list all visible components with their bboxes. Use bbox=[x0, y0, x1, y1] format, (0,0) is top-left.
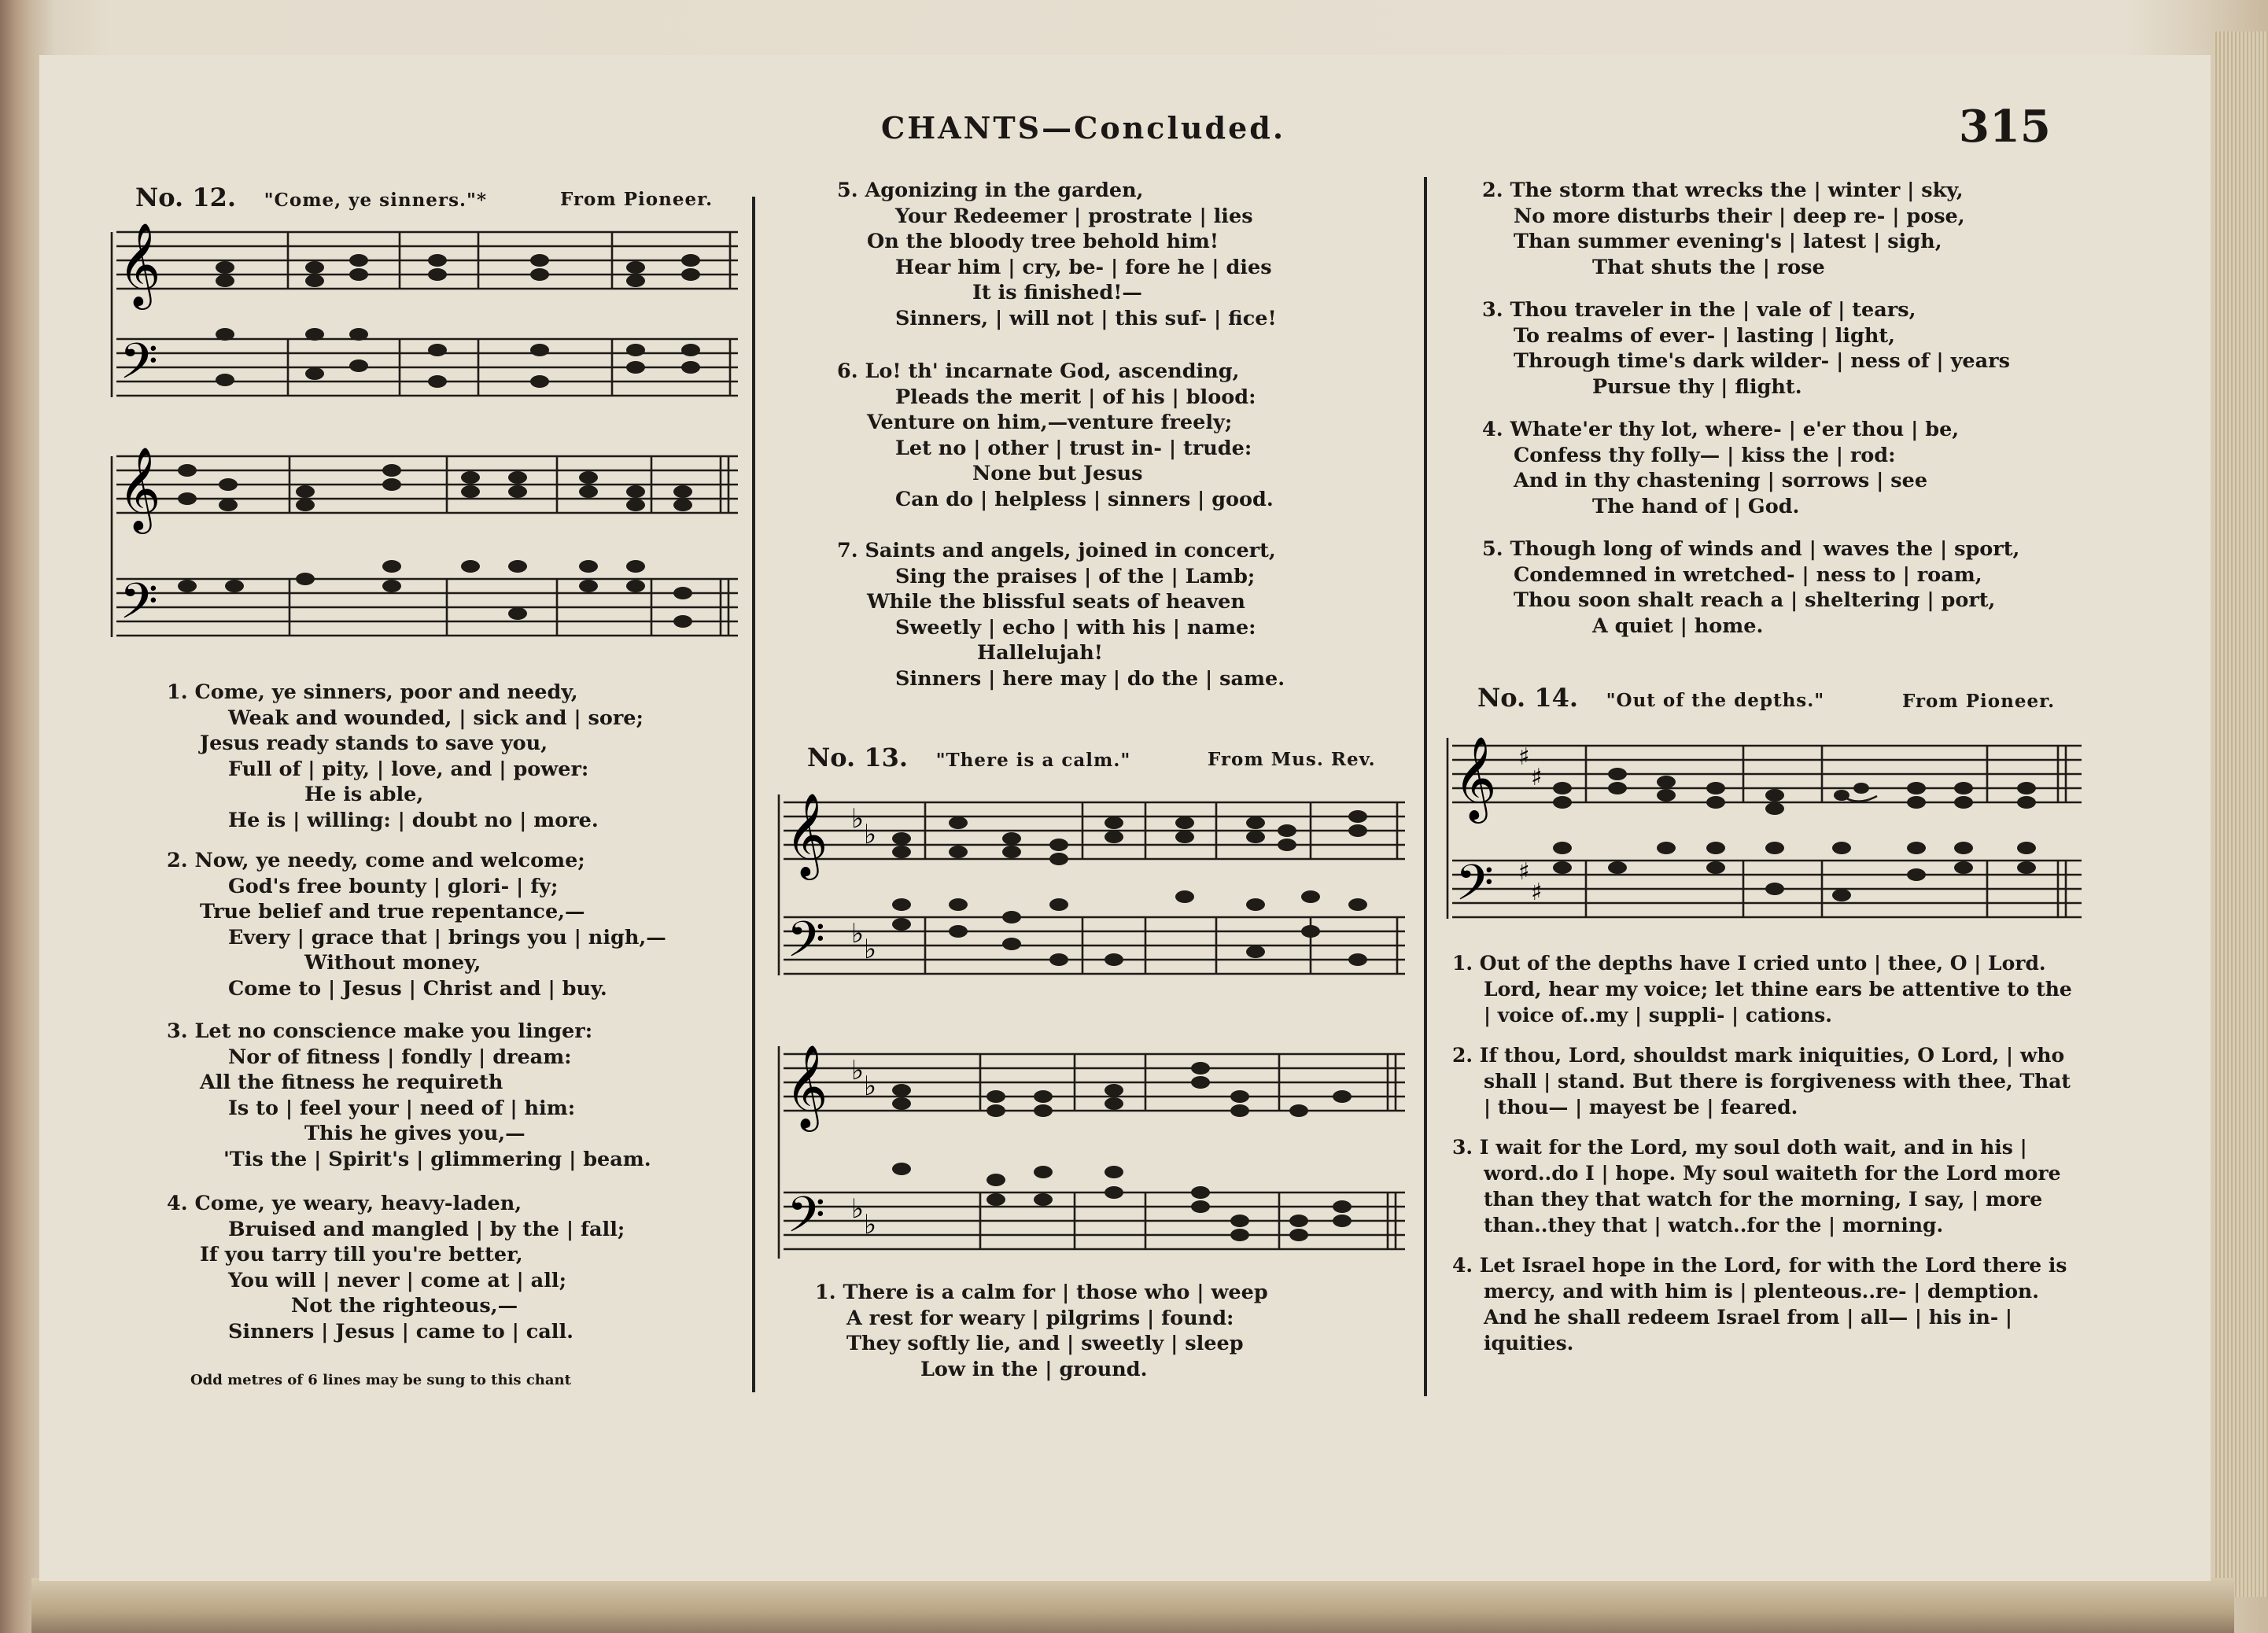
verse-line: 3. Let no conscience make you linger: bbox=[167, 1019, 593, 1043]
verse-line: Than summer evening's | latest | sigh, bbox=[1514, 230, 1942, 254]
verse-line: Your Redeemer | prostrate | lies bbox=[895, 204, 1253, 228]
verse-line: He is | willing: | doubt no | more. bbox=[228, 808, 599, 832]
verse-line: Without money, bbox=[304, 951, 481, 975]
svg-text:♭: ♭ bbox=[864, 1071, 877, 1102]
no14-music-system bbox=[1444, 730, 2089, 927]
verse-line: Hear him | cry, be- | fore he | dies bbox=[895, 255, 1272, 279]
no12-verse-1 bbox=[167, 680, 644, 834]
svg-text:𝄢: 𝄢 bbox=[787, 910, 825, 980]
no13-title: "There is a calm." bbox=[935, 750, 1131, 771]
no14-verse-2: 2. If thou, Lord, shouldst mark iniquities, O Lord, | who shall | stand. But there is forgiveness with thee, That | thou— | mayest be | feared. bbox=[1452, 1044, 2071, 1119]
svg-text:𝄢: 𝄢 bbox=[120, 332, 158, 402]
no14-number: No. 14. bbox=[1477, 683, 1578, 713]
verse-line: It is finished!— bbox=[972, 281, 1142, 305]
verse-line: 1. Come, ye sinners, poor and needy, bbox=[167, 680, 578, 704]
svg-text:𝄞: 𝄞 bbox=[785, 792, 828, 876]
verse-line: Low in the | ground. bbox=[920, 1357, 1148, 1381]
verse-line: Venture on him,—venture freely; bbox=[867, 411, 1233, 435]
verse-line: 4. Come, ye weary, heavy-laden, bbox=[167, 1192, 522, 1215]
svg-text:𝄢: 𝄢 bbox=[1455, 853, 1494, 923]
no12-verse-4 bbox=[167, 1191, 625, 1345]
no13-number: No. 13. bbox=[807, 743, 908, 772]
verse-line: He is able, bbox=[304, 783, 424, 807]
column-rule-right bbox=[1424, 177, 1427, 1396]
verse-line: Nor of fitness | fondly | dream: bbox=[228, 1045, 572, 1069]
no13-verse-3 bbox=[1482, 297, 2010, 400]
verse-line: Pleads the merit | of his | blood: bbox=[895, 385, 1256, 409]
no13-source: From Mus. Rev. bbox=[1208, 749, 1376, 770]
no14-heading bbox=[1477, 683, 1824, 713]
verse-line: Come to | Jesus | Christ and | buy. bbox=[228, 976, 607, 1001]
verse-line: Sing the praises | of the | Lamb; bbox=[895, 564, 1256, 588]
verse-line: Not the righteous,— bbox=[291, 1294, 518, 1318]
verse-line: None but Jesus bbox=[972, 462, 1143, 486]
no12-verse-5 bbox=[837, 178, 1277, 332]
no14-verse-4: 4. Let Israel hope in the Lord, for with the Lord there is mercy, and with him is | plenteous..re- | demption. And he shall redeem Israel from | all— | his in- | iquities. bbox=[1452, 1254, 2067, 1355]
verse-line: Sweetly | echo | with his | name: bbox=[895, 615, 1256, 640]
no12-verse-2 bbox=[167, 848, 666, 1002]
no14-source: From Pioneer. bbox=[1902, 691, 2056, 712]
svg-text:♯: ♯ bbox=[1531, 879, 1543, 906]
verse-line: A rest for weary | pilgrims | found: bbox=[846, 1306, 1234, 1330]
no13-heading bbox=[807, 743, 1130, 772]
verse-line: If you tarry till you're better, bbox=[200, 1243, 523, 1267]
verse-line: Full of | pity, | love, and | power: bbox=[228, 757, 589, 781]
verse-line: All the fitness he requireth bbox=[200, 1071, 503, 1095]
svg-text:♭: ♭ bbox=[864, 1209, 877, 1240]
page-edges-bottom bbox=[31, 1578, 2234, 1633]
svg-text:♯: ♯ bbox=[1531, 764, 1543, 791]
verse-line: 1. There is a calm for | those who | weep bbox=[815, 1281, 1268, 1304]
verse-line: Every | grace that | brings you | nigh,— bbox=[228, 925, 666, 949]
no12-source: From Pioneer. bbox=[560, 189, 714, 210]
verse-line: 2. Now, ye needy, come and welcome; bbox=[167, 849, 585, 872]
no13-verse-1 bbox=[815, 1280, 1268, 1382]
svg-text:♯: ♯ bbox=[1518, 858, 1530, 886]
verse-line: You will | never | come at | all; bbox=[228, 1268, 566, 1292]
svg-text:♭: ♭ bbox=[851, 1055, 865, 1086]
verse-line: Thou soon shalt reach a | sheltering | port, bbox=[1514, 588, 1996, 613]
verse-line: Bruised and mangled | by the | fall; bbox=[228, 1217, 625, 1241]
verse-line: Is to | feel your | need of | him: bbox=[228, 1096, 576, 1120]
no13-source-wrap bbox=[1208, 749, 1376, 770]
svg-text:𝄢: 𝄢 bbox=[120, 572, 158, 642]
svg-text:♭: ♭ bbox=[851, 918, 865, 949]
no14-verse-1: 1. Out of the depths have I cried unto | thee, O | Lord. Lord, hear my voice; let thine ears be attentive to the | voice of..my | suppli- | cations. bbox=[1452, 952, 2072, 1027]
no13-verse-4 bbox=[1482, 417, 1959, 519]
page-header-title: CHANTS—Concluded. bbox=[881, 110, 1286, 146]
no12-title: "Come, ye sinners."* bbox=[264, 190, 488, 211]
verse-line: Condemned in wretched- | ness to | roam, bbox=[1514, 562, 1982, 587]
no13-music-system-1 bbox=[776, 787, 1413, 983]
no13-verse-2 bbox=[1482, 178, 1965, 280]
verse-line: Let no | other | trust in- | trude: bbox=[895, 436, 1252, 460]
no12-music-system-2 bbox=[109, 448, 746, 645]
verse-line: Sinners | here may | do the | same. bbox=[895, 666, 1285, 691]
svg-text:𝄞: 𝄞 bbox=[785, 1044, 828, 1128]
verse-line: 'Tis the | Spirit's | glimmering | beam. bbox=[223, 1147, 651, 1171]
no12-footnote: Odd metres of 6 lines may be sung to this chant bbox=[190, 1372, 571, 1388]
verse-line: And in thy chastening | sorrows | see bbox=[1514, 469, 1928, 493]
verse-line: 5. Though long of winds and | waves the | sport, bbox=[1482, 537, 2020, 561]
verse-line: True belief and true repentance,— bbox=[200, 900, 585, 924]
svg-text:♯: ♯ bbox=[1518, 743, 1530, 771]
verse-line: Jesus ready stands to save you, bbox=[200, 732, 548, 756]
no12-number: No. 12. bbox=[135, 182, 236, 212]
svg-text:♭: ♭ bbox=[851, 803, 865, 835]
verse-line: They softly lie, and | sweetly | sleep bbox=[846, 1332, 1244, 1356]
svg-text:♭: ♭ bbox=[864, 934, 877, 965]
no14-verses bbox=[1452, 950, 2082, 1370]
page-edges-right bbox=[2213, 31, 2268, 1597]
no12-verse-7 bbox=[837, 538, 1285, 692]
no12-music-system-1 bbox=[109, 224, 746, 405]
svg-text:♭: ♭ bbox=[851, 1193, 865, 1225]
no14-source-wrap bbox=[1902, 691, 2055, 712]
verse-line: 5. Agonizing in the garden, bbox=[837, 179, 1144, 202]
verse-line: Pursue thy | flight. bbox=[1592, 374, 1802, 399]
verse-line: To realms of ever- | lasting | light, bbox=[1514, 323, 1896, 348]
verse-line: Hallelujah! bbox=[977, 641, 1103, 665]
svg-text:𝄢: 𝄢 bbox=[787, 1185, 825, 1255]
verse-line: Sinners | Jesus | came to | call. bbox=[228, 1319, 574, 1344]
verse-line: God's free bounty | glori- | fy; bbox=[228, 874, 559, 898]
verse-line: 7. Saints and angels, joined in concert, bbox=[837, 539, 1276, 562]
verse-line: A quiet | home. bbox=[1592, 614, 1764, 638]
svg-text:♭: ♭ bbox=[864, 819, 877, 850]
verse-line: 3. Thou traveler in the | vale of | tears, bbox=[1482, 298, 1916, 322]
verse-line: Through time's dark wilder- | ness of | years bbox=[1514, 349, 2010, 374]
verse-line: That shuts the | rose bbox=[1592, 255, 1825, 279]
verse-line: 4. Whate'er thy lot, where- | e'er thou | be, bbox=[1482, 418, 1960, 441]
no14-verse-3: 3. I wait for the Lord, my soul doth wait, and in his | word..do I | hope. My soul waiteth for the Lord more than they that watch for the morning, I say, | more than..they that | watch..for the | morning. bbox=[1452, 1136, 2061, 1237]
svg-text:𝄞: 𝄞 bbox=[118, 222, 161, 306]
verse-line: Sinners, | will not | this suf- | fice! bbox=[895, 306, 1277, 330]
no13-verse-5 bbox=[1482, 536, 2019, 639]
no12-source-wrap bbox=[560, 189, 713, 210]
verse-line: 2. The storm that wrecks the | winter | sky, bbox=[1482, 179, 1964, 202]
verse-line: Weak and wounded, | sick and | sore; bbox=[228, 706, 644, 730]
verse-line: No more disturbs their | deep re- | pose, bbox=[1514, 204, 1965, 228]
verse-line: Can do | helpless | sinners | good. bbox=[895, 487, 1274, 511]
no12-heading bbox=[135, 182, 487, 212]
no12-verse-6 bbox=[837, 359, 1274, 513]
verse-line: On the bloody tree behold him! bbox=[867, 230, 1219, 254]
column-rule-left bbox=[752, 197, 755, 1392]
svg-text:𝄞: 𝄞 bbox=[1454, 735, 1497, 820]
no14-title: "Out of the depths." bbox=[1606, 690, 1825, 711]
no12-verse-3 bbox=[167, 1019, 651, 1173]
verse-line: Confess thy folly— | kiss the | rod: bbox=[1514, 443, 1896, 467]
page-number: 315 bbox=[1959, 101, 2051, 153]
verse-line: The hand of | God. bbox=[1592, 494, 1800, 518]
verse-line: While the blissful seats of heaven bbox=[867, 590, 1245, 614]
verse-line: This he gives you,— bbox=[304, 1122, 526, 1146]
verse-line: 6. Lo! th' incarnate God, ascending, bbox=[837, 359, 1240, 383]
svg-text:𝄞: 𝄞 bbox=[118, 446, 161, 530]
no13-music-system-2 bbox=[776, 1038, 1413, 1266]
